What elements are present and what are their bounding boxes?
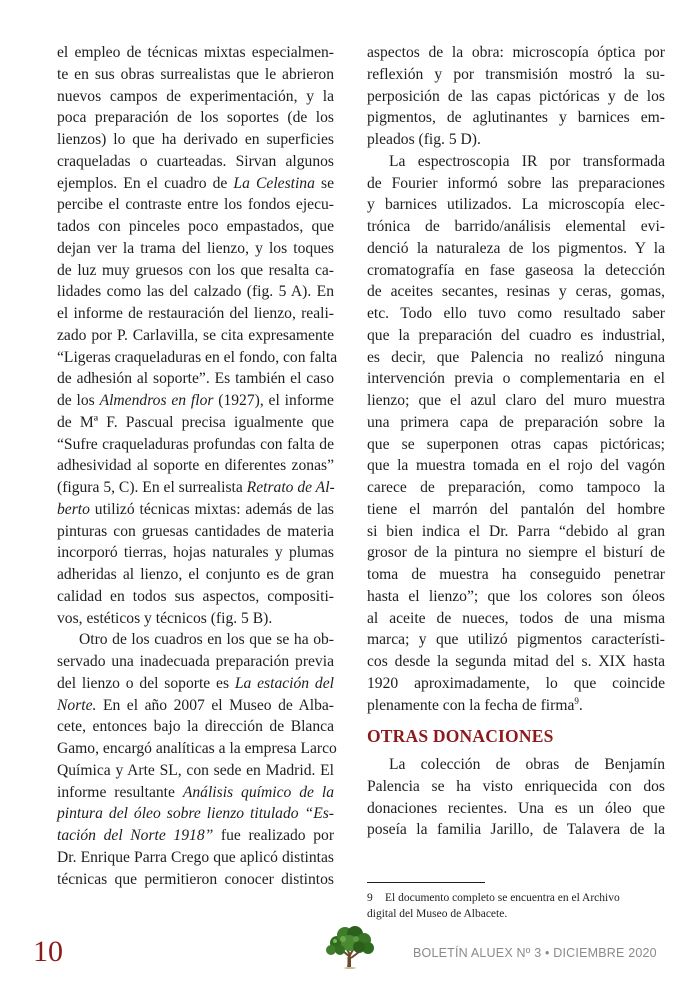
text-line: denció la naturaleza de los pigmentos. Y la [367, 239, 665, 257]
footnote-reference[interactable]: 9 [574, 695, 579, 706]
text-line: carece de preparación, como tampoco la [367, 479, 665, 496]
text-line [57, 782, 334, 804]
text-line: técnicas que permitieron conocer distintos [57, 870, 334, 888]
footnote-line [367, 890, 665, 906]
artwork-title: berto [57, 500, 90, 518]
paragraph [367, 754, 665, 841]
text-run: (figura 5, C). En el surrealista [57, 479, 247, 496]
text-run: del lienzo o del soporte es [57, 674, 235, 692]
text-line: de luz muy gruesos con los que resalta ca- [57, 261, 334, 279]
paragraph [367, 42, 665, 151]
text-line: que la muestra tomada en el rojo del vagón [367, 457, 665, 475]
text-line: lienzo; que el azul claro del muro muestra [367, 392, 665, 409]
paragraph [57, 629, 337, 890]
text-line: lidades como las del calzado (fig. 5 A). En [57, 283, 334, 301]
text-line: Otro de los cuadros en los que se ha ob- [79, 631, 334, 649]
text-line: que la preparación del cuadro es industrial, [367, 326, 665, 344]
text-line: que se superponen otras capas pictóricas; [367, 435, 665, 453]
text-line: intervención previa o complementaria en el [367, 370, 665, 388]
text-run: fue realizado por [213, 827, 335, 844]
text-line: cromatografía en fase gaseosa la detección [367, 261, 665, 279]
text-line [57, 803, 334, 825]
text-line: y barnices utilizados. La microscopía elec- [367, 196, 665, 214]
artwork-title: Retrato de Al- [246, 479, 335, 496]
text-line: hasta el lienzo”; que los colores son óleos [367, 587, 665, 605]
text-line: 1920 aproximadamente, lo que coincide [367, 674, 665, 692]
text-line: lienzos) lo que ha derivado en superficies [57, 131, 334, 148]
text-line: dejan ver la trama del lienzo, y los toques [57, 239, 334, 257]
text-run: ejemplos. En el cuadro de [57, 174, 234, 192]
text-run: informe resultante [57, 783, 183, 801]
text-line: de Fourier informó sobre las preparaciones [367, 174, 665, 192]
footnote [367, 890, 665, 922]
text-line: es decir, que Palencia no realizó ninguna [367, 348, 665, 366]
text-line: marca; y que utilizó pigmentos característi- [367, 631, 665, 649]
footnote-line: digital del Museo de Albacete. [367, 908, 508, 920]
text-line [57, 477, 334, 499]
text-line: te en sus obras surrealistas que le abrieron [57, 65, 334, 83]
text-line: adheridas al lienzo, el conjunto es de gran [57, 566, 334, 583]
text-line: perposición de las capas pictóricas y de los [367, 87, 665, 105]
text-line: vos, estéticos y técnicos (fig. 5 B). [57, 609, 273, 627]
text-line: etc. Todo ello tuvo como resultado saber [367, 305, 665, 322]
section-heading: OTRAS DONACIONES [367, 726, 554, 747]
report-title: tación del Norte 1918” [57, 827, 214, 844]
text-line: reflexión y por transmisión mostró la su- [367, 65, 665, 83]
text-line: el empleo de técnicas mixtas especialmen- [57, 44, 334, 61]
text-line: pinturas con gruesas cantidades de materia [57, 522, 334, 540]
text-line [57, 499, 334, 521]
text-line: poseía la familia Jarillo, de Talavera de la [367, 821, 665, 839]
text-run: (1927), el informe [213, 392, 334, 409]
text-line: poca preparación de los soportes (de los [57, 109, 334, 127]
paragraph [57, 42, 338, 629]
text-line: de adhesión al soporte”. Es también el caso [57, 370, 334, 388]
text-line: zado por P. Carlavilla, se cita expresamente [57, 326, 334, 344]
text-run: de los [57, 392, 100, 409]
text-line: servado una inadecuada preparación previa [57, 653, 334, 670]
text-line: Química y Arte SL, con sede en Madrid. El [57, 761, 334, 779]
text-line: tados con pinceles poco empastados, que [57, 218, 334, 235]
footnote-text: El documento completo se encuentra en el Archivo [385, 892, 620, 904]
text-line [57, 825, 334, 847]
text-line: aspectos de la obra: microscopía óptica por [367, 44, 665, 61]
text-line: pleados (fig. 5 D). [367, 131, 481, 148]
text-line: Palencia se ha visto enriquecida con dos [367, 777, 665, 795]
text-run: plenamente con la fecha de firma [367, 696, 575, 714]
text-line: Dr. Enrique Parra Crego que aplicó distintas [57, 848, 334, 866]
text-line: de aceites secantes, resinas y ceras, gomas, [367, 283, 665, 301]
text-line: pigmentos, de aglutinantes y barnices em- [367, 109, 665, 127]
text-line: cos desde la segunda mitad del s. XIX hasta [367, 653, 665, 670]
text-run: utilizó técnicas mixtas: además de las [89, 500, 334, 518]
text-line: percibe el contraste entre los fondos ejecu- [57, 196, 334, 214]
text-line: “Sufre craqueladuras profundas con falta de [57, 435, 334, 453]
artwork-title: Norte. [57, 696, 97, 714]
text-line: de Mª F. Pascual precisa igualmente que [57, 413, 334, 431]
text-line [57, 673, 334, 695]
text-line: incorporó tierras, hojas naturales y plumas [57, 544, 334, 562]
text-line: La espectroscopia IR por transformada [389, 152, 665, 170]
text-line: grosor de la pintura no siempre el bisturí de [367, 544, 665, 562]
footnote-divider [367, 882, 485, 883]
text-line: cete, entonces bajo la dirección de Blanca [57, 718, 334, 736]
left-column [57, 42, 338, 890]
text-line [57, 695, 334, 717]
text-line [57, 390, 334, 412]
page-number: 10 [33, 935, 63, 968]
artwork-title: La estación del [234, 674, 334, 692]
text-line [57, 173, 334, 195]
text-line: el informe de restauración del lienzo, reali- [57, 305, 334, 322]
footnote-number: 9 [367, 892, 373, 904]
right-column [367, 42, 665, 841]
text-line: una primera capa de preparación sobre la [367, 413, 665, 431]
text-line: donaciones recientes. Una es un óleo que [367, 799, 665, 817]
text-line: al aceite de nueces, todos de una misma [367, 609, 665, 627]
text-line: tiene el marrón del pantalón del hombre [367, 500, 665, 518]
artwork-title: La Celestina [233, 174, 315, 192]
text-line: nuevos campos de experimentación, y la [57, 87, 334, 105]
text-line: trónica de barrido/análisis elemental evi- [367, 218, 665, 235]
publication-title: BOLETÍN ALUEX Nº 3 • DICIEMBRE 2020 [413, 946, 657, 960]
text-run: En el año 2007 el Museo de Alba- [96, 696, 334, 714]
text-line: craqueladas o cuarteadas. Sirvan algunos [57, 152, 334, 170]
report-title: Análisis químico de la [182, 783, 334, 801]
text-line: calidad en todos sus aspectos, compositi- [57, 587, 334, 605]
text-line: La colección de obras de Benjamín [389, 756, 665, 773]
text-line: toma de muestra ha conseguido penetrar [367, 566, 665, 583]
text-line: adhesividad al soporte en diferentes zonas” [57, 457, 334, 475]
text-line: Gamo, encargó analíticas a la empresa Larco [57, 740, 337, 757]
report-title: pintura del óleo sobre lienzo titulado “Es- [57, 805, 334, 823]
text-run: . [578, 696, 583, 714]
text-line: “Ligeras craqueladuras en el fondo, con falta [57, 348, 338, 366]
text-line [367, 695, 665, 717]
artwork-title: Almendros en flor [99, 392, 214, 409]
paragraph [367, 151, 665, 717]
tree-icon [323, 925, 377, 969]
text-run: se [314, 174, 334, 192]
text-line: si bien indica el Dr. Parra “debido al gran [367, 522, 665, 540]
